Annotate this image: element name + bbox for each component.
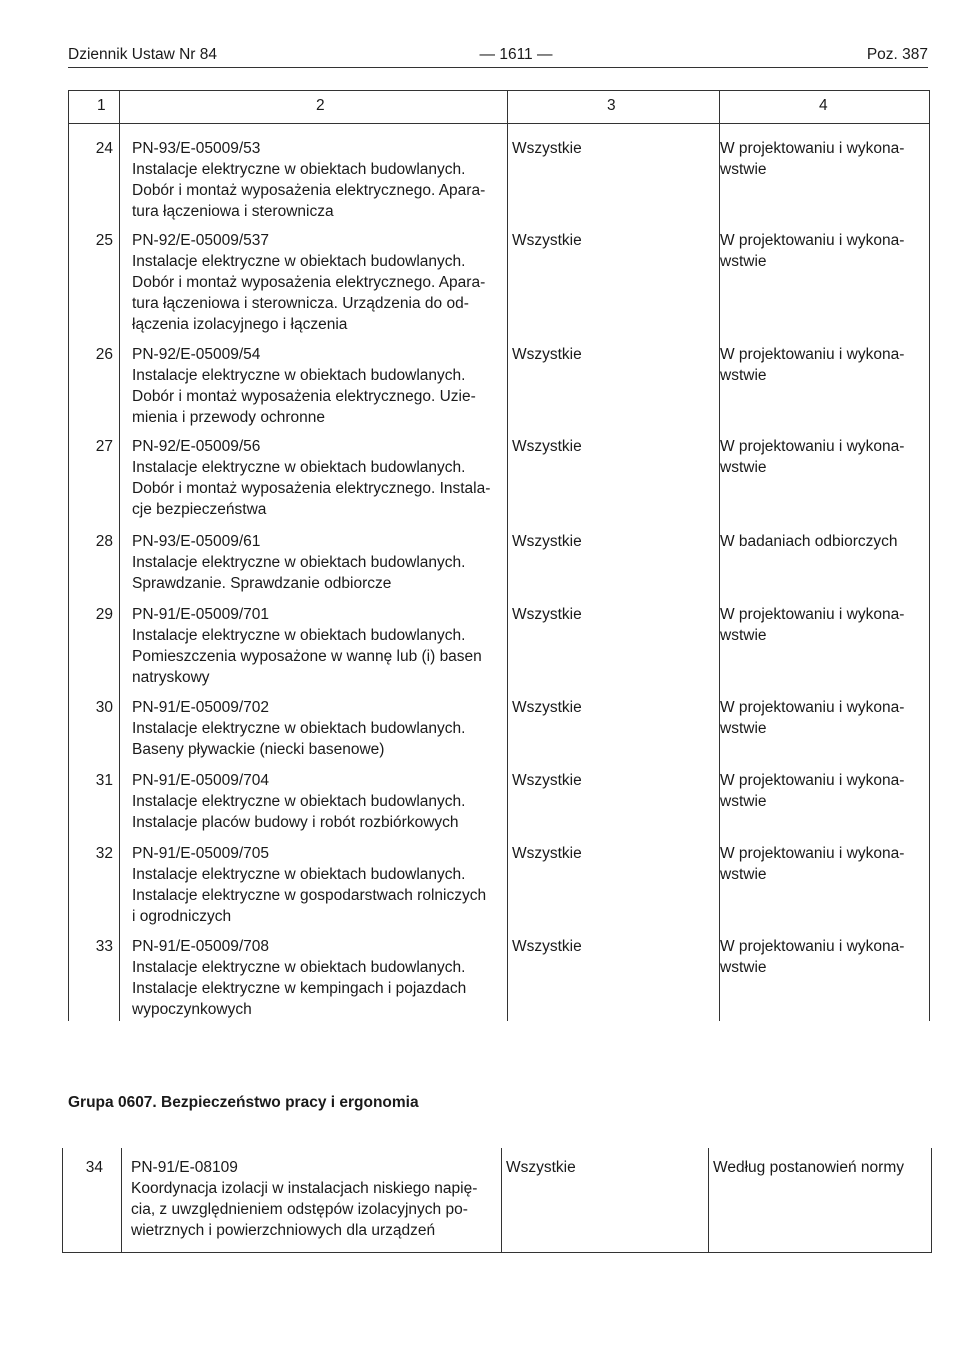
standards-table (68, 90, 930, 1021)
journal-title: Dziennik Ustaw Nr 84 (68, 46, 218, 63)
header-rule (68, 67, 928, 68)
note-line: W projektowaniu i wykona- (720, 772, 905, 789)
scope-cell: Wszystkie (512, 533, 582, 550)
note-line: W projektowaniu i wykona- (720, 438, 905, 455)
note-line: W projektowaniu i wykona- (720, 140, 905, 157)
standard-code: PN-91/E-05009/702 (132, 699, 270, 716)
note-line: W projektowaniu i wykona- (720, 845, 905, 862)
note-line: wstwie (720, 866, 767, 883)
description-line: mienia i przewody ochronne (132, 409, 325, 426)
standard-code: PN-93/E-05009/61 (132, 533, 261, 550)
description-line: Instalacje elektryczne w obiektach budowlanych. (132, 253, 466, 270)
table-header-row (69, 91, 929, 124)
scope-cell: Wszystkie (512, 606, 582, 623)
row-number: 33 (95, 938, 113, 955)
description-line: łączenia izolacyjnego i łączenia (132, 316, 348, 333)
scope-cell: Wszystkie (512, 232, 582, 249)
standard-code: PN-93/E-05009/53 (132, 140, 261, 157)
description-line: i ogrodniczych (132, 908, 232, 925)
description-line: Instalacje elektryczne w obiektach budowlanych. (132, 793, 466, 810)
standard-code: PN-91/E-08109 (131, 1159, 238, 1176)
row-number: 25 (95, 232, 113, 249)
description-line: Sprawdzanie. Sprawdzanie odbiorcze (132, 575, 392, 592)
standard-description (132, 138, 508, 222)
description-line: Dobór i montaż wyposażenia elektrycznego. Instala- (132, 480, 491, 497)
note-line: W projektowaniu i wykona- (720, 232, 905, 249)
standard-description (132, 344, 508, 428)
row-number: 26 (95, 346, 113, 363)
note-line: wstwie (720, 627, 767, 644)
standard-code: PN-92/E-05009/537 (132, 232, 270, 249)
scope-cell: Wszystkie (512, 699, 582, 716)
description-line: tura łączeniowa i sterownicza (132, 203, 334, 220)
description-line: Baseny pływackie (niecki basenowe) (132, 741, 385, 758)
scope-cell: Wszystkie (512, 140, 582, 157)
note-line: wstwie (720, 253, 767, 270)
standard-description (131, 1157, 507, 1241)
note-line: W projektowaniu i wykona- (720, 346, 905, 363)
row-number: 24 (95, 140, 113, 157)
standard-description (132, 436, 508, 520)
column-header-3: 3 (607, 97, 616, 114)
scope-cell: Wszystkie (512, 938, 582, 955)
description-line: Instalacje elektryczne w obiektach budowlanych. (132, 367, 466, 384)
note-line: wstwie (720, 793, 767, 810)
column-divider (119, 91, 120, 1021)
standard-code: PN-91/E-05009/705 (132, 845, 270, 862)
application-note (713, 1157, 918, 1178)
description-line: Instalacje elektryczne w obiektach budowlanych. (132, 627, 466, 644)
description-line: Instalacje elektryczne w kempingach i pojazdach (132, 980, 467, 997)
application-note (720, 604, 925, 646)
application-note (720, 436, 925, 478)
row-number: 29 (95, 606, 113, 623)
standard-description (132, 230, 508, 335)
row-number: 28 (95, 533, 113, 550)
description-line: Dobór i montaż wyposażenia elektrycznego. Apara- (132, 182, 486, 199)
column-header-2: 2 (316, 97, 325, 114)
standard-description (132, 770, 508, 833)
scope-cell: Wszystkie (512, 346, 582, 363)
note-line: Według postanowień normy (713, 1159, 904, 1176)
application-note (720, 230, 925, 272)
standard-description (132, 843, 508, 927)
standard-code: PN-91/E-05009/708 (132, 938, 270, 955)
row-number: 31 (95, 772, 113, 789)
description-line: Dobór i montaż wyposażenia elektrycznego. Uzie- (132, 388, 476, 405)
description-line: wietrznych i powierzchniowych dla urządzeń (131, 1222, 436, 1239)
description-line: natryskowy (132, 669, 210, 686)
description-line: Instalacje elektryczne w gospodarstwach rolniczych (132, 887, 487, 904)
note-line: W projektowaniu i wykona- (720, 938, 905, 955)
standard-code: PN-91/E-05009/701 (132, 606, 270, 623)
standard-description (132, 604, 508, 688)
standard-code: PN-92/E-05009/56 (132, 438, 261, 455)
standard-description (132, 936, 508, 1020)
column-divider (708, 1148, 709, 1252)
description-line: Instalacje elektryczne w obiektach budowlanych. (132, 459, 466, 476)
standard-code: PN-92/E-05009/54 (132, 346, 261, 363)
row-number: 34 (85, 1159, 103, 1176)
row-number: 27 (95, 438, 113, 455)
description-line: Instalacje elektryczne w obiektach budowlanych. (132, 959, 466, 976)
row-number: 30 (95, 699, 113, 716)
note-line: wstwie (720, 720, 767, 737)
description-line: cia, z uwzględnieniem odstępów izolacyjnych po- (131, 1201, 468, 1218)
application-note (720, 936, 925, 978)
group-heading: Grupa 0607. Bezpieczeństwo pracy i ergonomia (68, 1094, 419, 1111)
page-header (68, 46, 928, 68)
standard-code: PN-91/E-05009/704 (132, 772, 270, 789)
page-number: — 1611 — (479, 46, 553, 63)
description-line: Pomieszczenia wyposażone w wannę lub (i) basen (132, 648, 482, 665)
description-line: Instalacje elektryczne w obiektach budowlanych. (132, 161, 466, 178)
application-note (720, 770, 925, 812)
application-note (720, 697, 925, 739)
note-line: W projektowaniu i wykona- (720, 606, 905, 623)
note-line: wstwie (720, 459, 767, 476)
standard-description (132, 697, 508, 760)
scope-cell: Wszystkie (512, 772, 582, 789)
column-header-1: 1 (97, 97, 106, 114)
scope-cell: Wszystkie (506, 1159, 576, 1176)
description-line: Instalacje elektryczne w obiektach budowlanych. (132, 866, 466, 883)
application-note (720, 344, 925, 386)
column-divider (121, 1148, 122, 1252)
note-line: W badaniach odbiorczych (720, 533, 898, 550)
note-line: wstwie (720, 959, 767, 976)
application-note (720, 531, 925, 552)
application-note (720, 138, 925, 180)
standard-description (132, 531, 508, 594)
description-line: wypoczynkowych (132, 1001, 252, 1018)
position-number: Poz. 387 (866, 46, 928, 63)
column-header-4: 4 (819, 97, 828, 114)
scope-cell: Wszystkie (512, 438, 582, 455)
description-line: cje bezpieczeństwa (132, 501, 267, 518)
description-line: Koordynacja izolacji w instalacjach niskiego napię- (131, 1180, 478, 1197)
note-line: wstwie (720, 367, 767, 384)
description-line: Instalacje placów budowy i robót rozbiórkowych (132, 814, 459, 831)
safety-standards-table (62, 1148, 932, 1253)
scope-cell: Wszystkie (512, 845, 582, 862)
description-line: Instalacje elektryczne w obiektach budowlanych. (132, 554, 466, 571)
note-line: W projektowaniu i wykona- (720, 699, 905, 716)
description-line: Instalacje elektryczne w obiektach budowlanych. (132, 720, 466, 737)
note-line: wstwie (720, 161, 767, 178)
description-line: Dobór i montaż wyposażenia elektrycznego. Apara- (132, 274, 486, 291)
description-line: tura łączeniowa i sterownicza. Urządzenia do od- (132, 295, 469, 312)
application-note (720, 843, 925, 885)
row-number: 32 (95, 845, 113, 862)
